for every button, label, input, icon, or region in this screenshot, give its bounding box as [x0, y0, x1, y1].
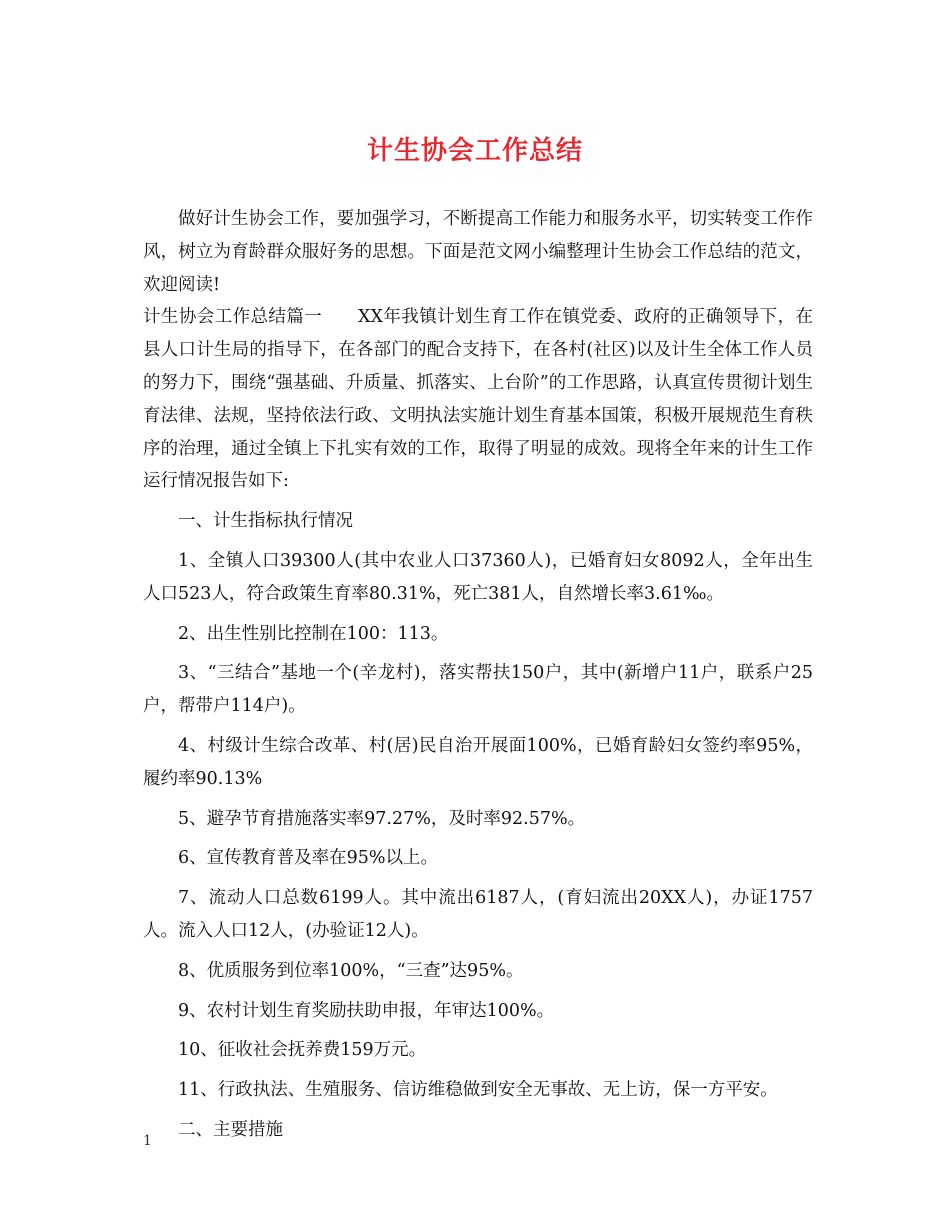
heading-measures: 二、主要措施	[178, 1119, 283, 1140]
list-item: 10、征收社会抚养费159万元。	[178, 1040, 427, 1061]
list-item: 7、流动人口总数6199人。其中流出6187人，(育妇流出20XX人)，办证1757人。流入人口12人，(办验证12人)。	[143, 888, 813, 941]
list-item: 4、村级计生综合改革、村(居)民自治开展面100%，已婚育龄妇女签约率95%，履约率90.13%	[143, 735, 813, 789]
list-item: 8、优质服务到位率100%，“三查”达95%。	[178, 960, 524, 981]
document-title: 计生协会工作总结	[366, 136, 583, 166]
list-item: 6、宣传教育普及率在95%以上。	[178, 848, 439, 869]
list-item: 2、出生性别比控制在100：113。	[178, 623, 449, 644]
list-item: 1、全镇人口39300人(其中农业人口37360人)，已婚育妇女8092人，全年出生人口523人，符合政策生育率80.31%，死亡381人，自然增长率3.61‰。	[143, 550, 813, 604]
section-paragraph: 计生协会工作总结篇一 XX年我镇计划生育工作在镇党委、政府的正确领导下，在县人口计生局的指导下，在各部门的配合支持下，在各村(社区)以及计生全体工作人员的努力下，围绕“强基础、升质量、抓落实、上台阶”的工作思路，认真宣传贯彻计划生育法律、法规，坚持依法行政、文明执法实施计划生育基本国策，积极开展规范生育秩序的治理，通过全镇上下扎实有效的工作，取得了明显的成效。现将全年来的计生工作运行情况报告如下:	[143, 307, 813, 492]
page-number: 1	[143, 1133, 152, 1149]
list-item: 9、农村计划生育奖励扶助申报，年审达100%。	[178, 1000, 555, 1021]
list-item: 5、避孕节育措施落实率97.27%，及时率92.57%。	[178, 808, 586, 829]
document-body	[143, 203, 813, 1147]
list-item: 3、“三结合”基地一个(辛龙村)，落实帮扶150户，其中(新增户11户，联系户25户，帮带户114户)。	[143, 663, 813, 717]
list-item: 11、行政执法、生殖服务、信访维稳做到安全无事故、无上访，保一方平安。	[178, 1080, 778, 1101]
heading-indicators: 一、计生指标执行情况	[178, 511, 353, 532]
intro-paragraph: 做好计生协会工作，要加强学习，不断提高工作能力和服务水平，切实转变工作作风，树立为育龄群众服好务的思想。下面是范文网小编整理计生协会工作总结的范文，欢迎阅读!	[143, 209, 813, 295]
